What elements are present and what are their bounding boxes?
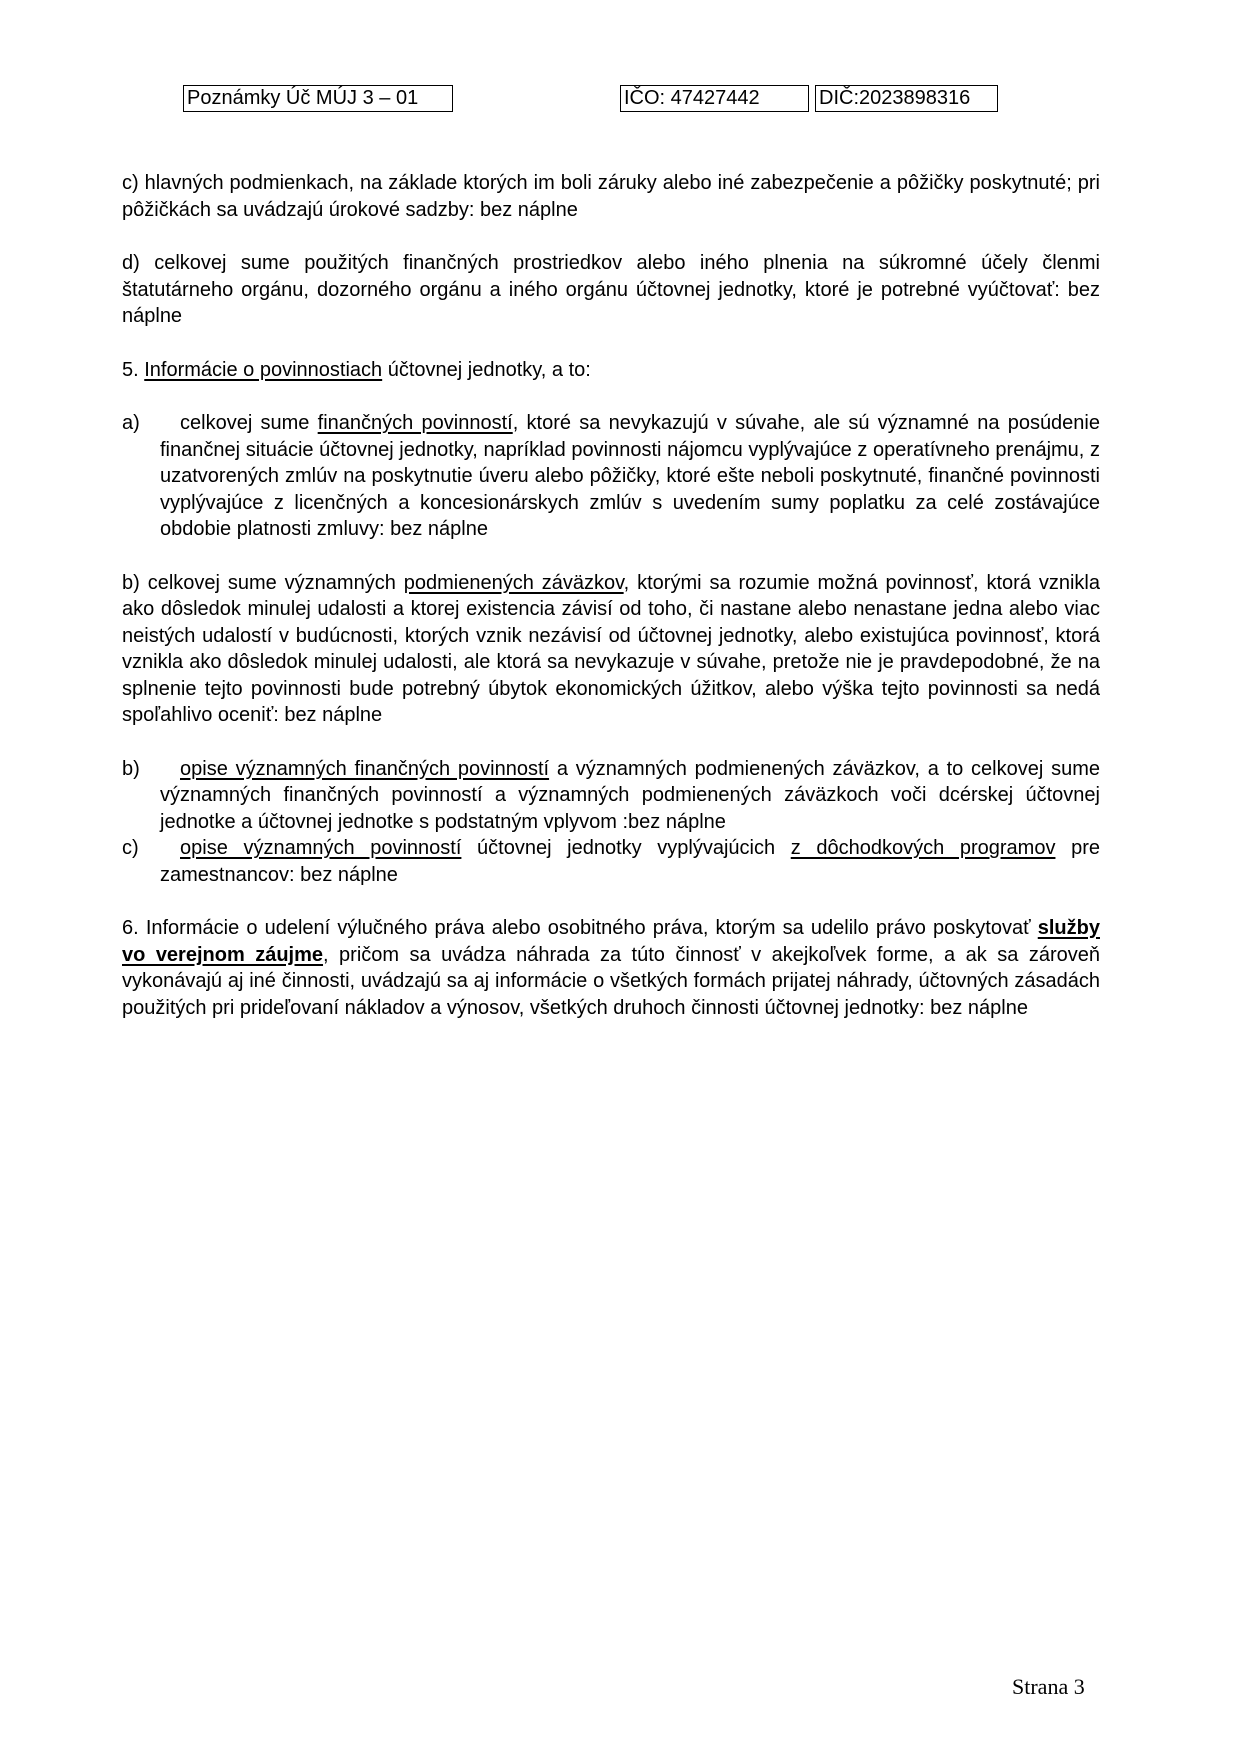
page-number: Strana 3 <box>1012 1674 1085 1699</box>
section-5-heading <box>122 357 1100 384</box>
item-a-pre: celkovej sume <box>180 412 318 434</box>
section-5-rest: účtovnej jednotky, a to: <box>382 358 591 381</box>
header-title: Poznámky Úč MÚJ 3 – 01 <box>187 87 419 109</box>
item-b2-marker: b) <box>122 757 140 780</box>
item-c-link1[interactable]: opise významných povinností <box>180 837 462 859</box>
section-5-item-a <box>122 410 1100 543</box>
paragraph-d <box>122 250 1100 330</box>
section-5-item-b2 <box>122 756 1100 836</box>
paragraph-d-text: d) celkovej sume použitých finančných prostriedkov alebo iného plnenia na súkromné účely členmi štatutárneho orgánu, dozorného orgánu a iného orgánu účtovnej jednotky, ktoré je potrebné vyúčtovať: bez náplne <box>122 252 1100 327</box>
item-c-link2[interactable]: z dôchodkových programov <box>790 837 1056 859</box>
paragraph-c-text: c) hlavných podmienkach, na základe ktorých im boli záruky alebo iné zabezpečenie a pôžičky poskytnuté; pri pôžičkách sa uvádzajú úrokové sadzby: bez náplne <box>122 172 1100 221</box>
header-dic: DIČ:2023898316 <box>819 87 971 109</box>
header-dic-box <box>815 85 998 112</box>
item-b2-link[interactable]: opise významných finančných povinností <box>180 757 550 780</box>
item-b2-post: a významných podmienených záväzkov, a to celkovej sume významných finančných povinností a významných podmienených záväzkoch voči dcérskej účtovnej jednotke a účtovnej jednotke s podstatným vplyvom :bez náplne <box>160 757 1100 833</box>
header-ico-box <box>620 85 809 112</box>
item-b1-post: , ktorými sa rozumie možná povinnosť, ktorá vznikla ako dôsledok minulej udalosti a ktorej existencia závisí od toho, či nastane alebo nenastane jedna alebo viac neistých udalostí v budúcnosti, ktorých vznik nezávisí od účtovnej jednotky, alebo existujúca povinnosť, ktorá vznikla ako dôsledok minulej udalosti, ale ktorá sa nevykazuje v súvahe, pretože nie je pravdepodobné, že na splnenie tejto povinnosti bude potrebný úbytok ekonomických úžitkov, alebo výška tejto povinnosti sa nedá spoľahlivo oceniť: bez náplne <box>122 571 1101 726</box>
item-c-marker: c) <box>122 837 139 859</box>
section-6-link[interactable]: služby vo verejnom záujme <box>122 917 1100 966</box>
item-a-post: , ktoré sa nevykazujú v súvahe, ale sú významné na posúdenie finančnej situácie účtovnej jednotky, napríklad povinnosti nájomcu vyplývajúce z operatívneho prenájmu, z uzatvorených zmlúv na poskytnutie úveru alebo pôžičky, ktoré ešte neboli poskytnuté, finančné povinnosti vyplývajúce z licenčných a koncesionárskych zmlúv s uvedením sumy poplatku za celé zostávajúce obdobie platnosti zmluvy: bez náplne <box>160 412 1100 540</box>
section-6 <box>122 915 1100 1021</box>
item-a-marker: a) <box>122 412 140 434</box>
document-body <box>122 170 1100 1048</box>
item-a-link[interactable]: finančných povinností <box>317 412 513 434</box>
item-c-mid: účtovnej jednotky vyplývajúcich <box>461 837 791 859</box>
item-c-post: pre zamestnancov: bez náplne <box>160 837 1100 886</box>
header-title-box <box>183 85 453 112</box>
section-5-number: 5. <box>122 358 139 381</box>
section-5-link[interactable]: Informácie o povinnostiach <box>144 358 383 381</box>
header-ico: IČO: 47427442 <box>624 87 760 109</box>
item-b1-pre: b) celkovej sume významných <box>122 571 404 594</box>
section-5-item-c <box>122 835 1100 888</box>
item-b1-link[interactable]: podmienených záväzkov <box>403 571 624 594</box>
section-5-item-b1 <box>122 570 1100 729</box>
section-6-post: , pričom sa uvádza náhrada za túto činnosť v akejkoľvek forme, a ak sa zároveň vykonávajú aj iné činnosti, uvádzajú sa aj informácie o všetkých formách prijatej náhrady, účtovných zásadách použitých pri prideľovaní nákladov a výnosov, všetkých druhoch činnosti účtovnej jednotky: bez náplne <box>122 943 1100 1019</box>
paragraph-c <box>122 170 1100 223</box>
section-6-pre: 6. Informácie o udelení výlučného práva alebo osobitného práva, ktorým sa udelilo právo poskytovať <box>122 917 1038 939</box>
